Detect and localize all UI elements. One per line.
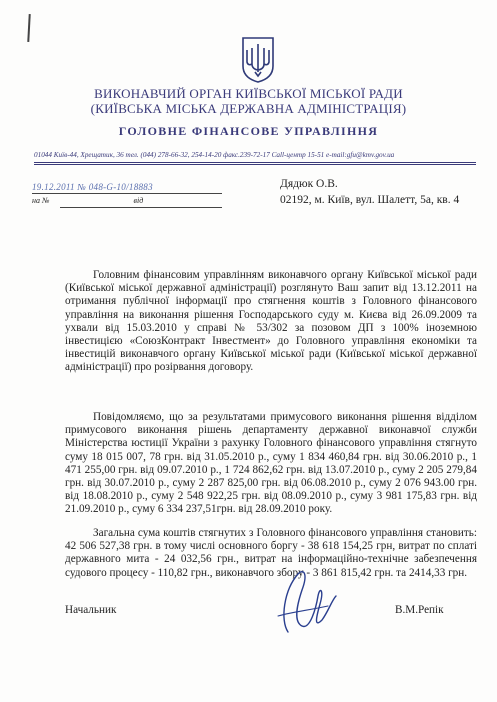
org-name-line2: (КИЇВСЬКА МІСЬКА ДЕРЖАВНА АДМІНІСТРАЦІЯ): [90, 101, 407, 116]
header-divider: [34, 162, 476, 165]
handwritten-stroke-mark: [27, 14, 30, 42]
recipient-block: [280, 176, 459, 208]
na-label: на №: [32, 196, 50, 205]
incoming-reference-row: [32, 196, 143, 205]
recipient-name: Дядюк О.В.: [280, 178, 338, 190]
body-paragraph-1: Головним фінансовим управлінням виконавчого органу Київської міської ради (Київської міської державної адміністрації) розглянуто Ваш запит від 13.12.2011 на отримання публічної інформації про стягнення коштів з Головного фінансового управління на виконання рішення Господарського суду м. Києва від 26.09.2009 та ухвали від 15.03.2010 у справі № 53/302 за позовом ДП з 100% іноземною інвестицією «СоюзКонтракт Інвестмент» до Головного управління економіки та інвестицій виконавчого органу Київської міської ради (Київської міської державної адміністрації) про розірвання договору.: [65, 269, 477, 374]
trident-coat-of-arms-icon: [241, 36, 275, 84]
signatory-position: Начальник: [65, 604, 117, 616]
signatory-name: В.М.Репік: [395, 604, 444, 616]
reference-underline: [32, 193, 222, 194]
incoming-reference-underline: [60, 207, 222, 208]
contacts-line: 01044 Київ-44, Хрещатик, 36 тел. (044) 278-66-32, 254-14-20 факс.239-72-17 Call-центр 15-51 e-mail:gfu@kmv.gov.ua: [34, 151, 395, 159]
department-title: ГОЛОВНЕ ФІНАНСОВЕ УПРАВЛІННЯ: [118, 124, 379, 138]
handwritten-signature-icon: [258, 560, 348, 640]
body-paragraph-3: Загальна сума коштів стягнутих з Головного фінансового управління становить: 42 506 527,38 грн. в тому числі основного боргу - 38 618 154,25 грн, витрат по сплаті державного мита - 24 032,56 грн., витрат на інформаційно-технічне забезпечення судового процесу - 110,82 грн., виконавчого збору - 3 861 815,42 грн. та 2414,33 грн.: [65, 527, 477, 579]
org-name-line1: ВИКОНАВЧИЙ ОРГАН КИЇВСЬКОЇ МІСЬКОЇ РАДИ: [94, 86, 403, 101]
body-paragraph-2: Повідомляємо, що за результатами примусового виконання рішення відділом примусового виконання рішень департаменту державної виконавчої служби Міністерства юстиції України з рахунку Головного фінансового управління стягнуто суму 18 015 007, 78 грн. від 31.05.2010 р., суму 1 834 460,84 грн. від 30.06.2010 р., 1 471 255,00 грн. від 09.07.2010 р., 1 724 862,62 грн. від 13.07.2010 р., суму 2 205 279,84 грн. від 30.07.2010 р., суму 2 287 825,00 грн. від 06.08.2010 р., суму 2 076 943.00 грн. від 18.08.2010 р., суму 2 548 922,25 грн. від 08.09.2010 р., суму 3 981 175,83 грн. від 21.09.2010 р., суму 6 334 237,51грн. від 28.09.2010 року.: [65, 411, 477, 516]
outgoing-reference-handwritten: 19.12.2011 № 048-G-10/18883: [32, 182, 153, 192]
vid-label: від: [133, 196, 144, 205]
recipient-address: 02192, м. Київ, вул. Шалетт, 5а, кв. 4: [280, 194, 460, 206]
